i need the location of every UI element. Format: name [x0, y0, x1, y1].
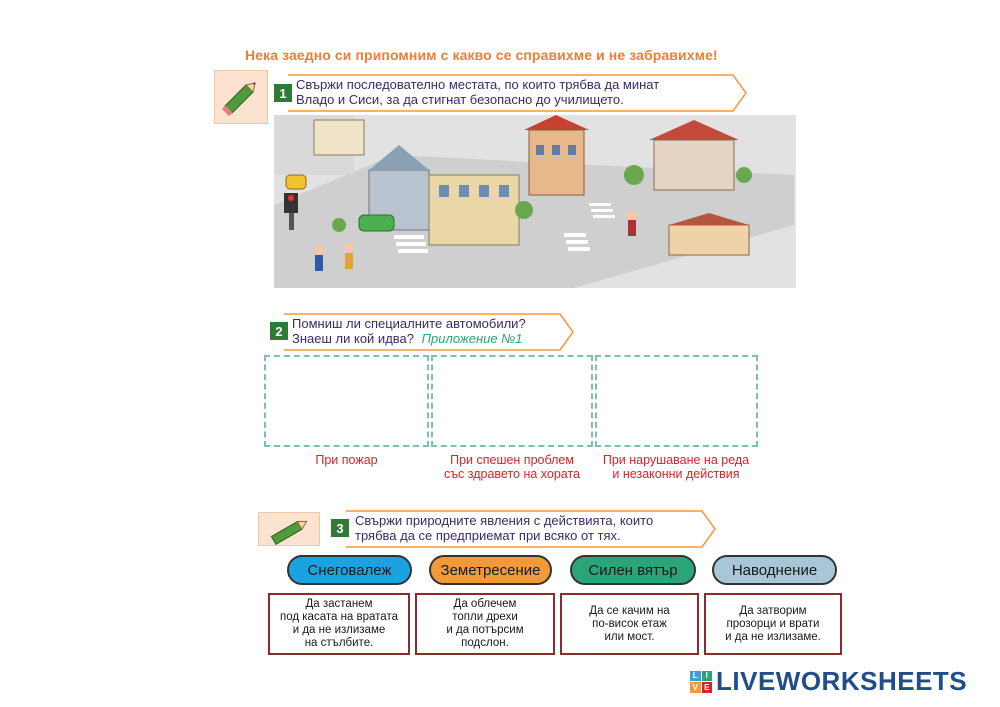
phenomenon-strong-wind-label: Силен вятър	[588, 561, 678, 579]
task2-number: 2	[270, 322, 288, 340]
action-card-2[interactable]	[415, 593, 555, 655]
task2-appendix: Приложение №1	[421, 331, 523, 346]
label-police-line1: При нарушаване на реда	[602, 453, 750, 467]
label-ambulance	[425, 453, 599, 481]
task3-line2: трябва да се предприемат при всяко от тях.	[355, 528, 621, 543]
task1-number: 1	[274, 84, 292, 102]
label-police	[588, 453, 764, 481]
action-4-line2: прозорци и врати	[726, 617, 820, 630]
action-3-line2: по-висок етаж	[592, 617, 667, 630]
action-1-line3: и да не излизаме	[292, 624, 386, 636]
action-2-line2: топли дрехи	[452, 611, 518, 623]
action-2-line1: Да облечем	[453, 598, 517, 610]
phenomenon-strong-wind[interactable]	[570, 555, 696, 585]
action-card-1[interactable]	[268, 593, 410, 655]
liveworksheets-logo	[690, 666, 967, 697]
liveworksheets-brand: LIVEWORKSHEETS	[716, 666, 968, 696]
liveworksheets-badge-icon: L I V E	[690, 671, 712, 693]
action-card-3[interactable]	[560, 593, 699, 655]
pencil-icon-box	[214, 70, 268, 124]
action-4-line3: и да не излизаме.	[725, 630, 821, 643]
phenomenon-earthquake-label: Земетресение	[440, 561, 541, 579]
task1-text	[296, 77, 659, 107]
phenomenon-flood[interactable]	[712, 555, 837, 585]
drop-zone-police[interactable]	[595, 355, 758, 447]
action-1-line1: Да застанем	[305, 598, 373, 610]
task3-line1: Свържи природните явления с действията, които	[355, 513, 654, 528]
label-fire	[264, 453, 429, 467]
task1-line1: Свържи последователно местата, по които трябва да минат	[296, 77, 660, 92]
phenomenon-snowfall-label: Снеговалеж	[307, 561, 392, 579]
task1-line2: Владо и Сиси, за да стигнат безопасно до училището.	[296, 92, 624, 107]
action-1-line4: на стълбите.	[304, 637, 374, 649]
label-ambulance-line2: със здравето на хората	[443, 467, 581, 481]
label-ambulance-line1: При спешен проблем	[450, 453, 574, 467]
task2-line2: Знаеш ли кой идва?	[292, 331, 414, 346]
pencil-icon-box-3	[258, 512, 320, 546]
city-illustration	[274, 115, 796, 288]
page-heading: Нека заедно си припомним с какво се справихме и не забравихме!	[245, 47, 718, 63]
label-police-line2: и незаконни действия	[612, 467, 740, 481]
action-4-line1: Да затворим	[739, 604, 807, 617]
drop-zone-fire[interactable]	[264, 355, 429, 447]
action-2-line3: и да потърсим	[446, 624, 524, 636]
action-card-4[interactable]	[704, 593, 842, 655]
action-1-line2: под касата на вратата	[280, 611, 398, 623]
task3-text	[355, 513, 653, 543]
task2-line1: Помниш ли специалните автомобили?	[292, 316, 526, 331]
label-fire-line1: При пожар	[315, 453, 378, 467]
phenomenon-earthquake[interactable]	[429, 555, 552, 585]
pencil-icon	[215, 71, 267, 123]
drop-zone-ambulance[interactable]	[431, 355, 593, 447]
task3-number: 3	[331, 519, 349, 537]
phenomenon-snowfall[interactable]	[287, 555, 412, 585]
phenomenon-flood-label: Наводнение	[731, 561, 818, 579]
action-3-line1: Да се качим на	[589, 604, 670, 617]
pencil-icon	[259, 513, 319, 545]
action-2-line4: подслон.	[461, 637, 509, 649]
task2-text	[292, 316, 526, 346]
action-3-line3: или мост.	[604, 630, 655, 643]
